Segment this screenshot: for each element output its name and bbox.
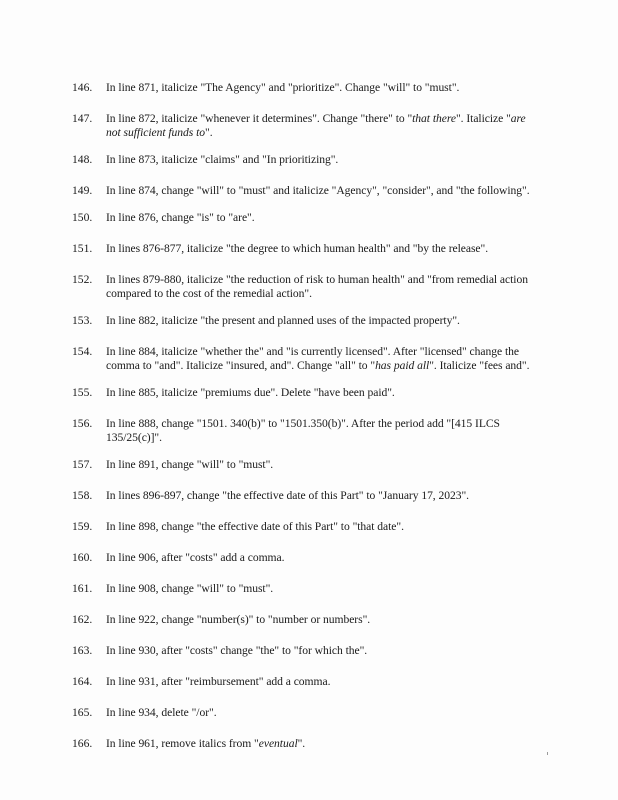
text-segment: In line 876, change "is" to "are". [106, 211, 255, 224]
list-item [72, 314, 542, 328]
item-text [106, 737, 542, 751]
text-segment: In line 922, change "number(s)" to "number or numbers". [106, 613, 371, 626]
item-number: 158. [72, 489, 93, 502]
italic-text: has paid all [375, 359, 430, 372]
item-number: 153. [72, 314, 93, 327]
item-number: 155. [72, 386, 93, 399]
list-item [72, 153, 542, 167]
text-segment: In line 872, italicize "whenever it determines". Change "there" to " [106, 112, 413, 125]
item-text [106, 613, 542, 627]
scan-mark [547, 752, 548, 755]
item-number: 161. [72, 582, 93, 595]
item-number: 156. [72, 417, 93, 430]
text-segment: In line 884, italicize "whether the" and "is currently licensed". After "licensed" change the comma to "and". Italicize "insured, and". Change "all" to " [106, 345, 519, 372]
list-item [72, 81, 542, 95]
text-segment: In line 898, change "the effective date of this Part" to "that date". [106, 520, 404, 533]
item-text [106, 81, 542, 95]
text-segment: In line 874, change "will" to "must" and italicize "Agency", "consider", and "the following". [106, 184, 530, 197]
text-segment: In lines 879-880, italicize "the reduction of risk to human health" and "from remedial action compared to the cost of the remedial action". [106, 273, 528, 300]
text-segment: ". Italicize "fees and". [429, 359, 530, 372]
item-text [106, 551, 542, 565]
item-number: 150. [72, 211, 93, 224]
item-text [106, 706, 542, 720]
list-item [72, 112, 542, 140]
item-number: 165. [72, 706, 93, 719]
list-item [72, 613, 542, 627]
item-text [106, 314, 542, 328]
text-segment: In line 906, after "costs" add a comma. [106, 551, 285, 564]
text-segment: In line 891, change "will" to "must". [106, 458, 274, 471]
item-text [106, 242, 542, 256]
text-segment: In lines 876-877, italicize "the degree to which human health" and "by the release". [106, 242, 489, 255]
text-segment: In line 882, italicize "the present and planned uses of the impacted property". [106, 314, 460, 327]
text-segment: ". [205, 126, 213, 139]
text-segment: In line 931, after "reimbursement" add a comma. [106, 675, 331, 688]
text-segment: In line 934, delete "/or". [106, 706, 217, 719]
item-text [106, 211, 542, 225]
item-text [106, 153, 542, 167]
text-segment: In line 885, italicize "premiums due". Delete "have been paid". [106, 386, 395, 399]
list-item [72, 675, 542, 689]
text-segment: In line 908, change "will" to "must". [106, 582, 274, 595]
item-text [106, 345, 542, 373]
item-text [106, 582, 542, 596]
list-item [72, 520, 542, 534]
item-text [106, 489, 542, 503]
italic-text: that there [412, 112, 456, 125]
list-item [72, 273, 542, 301]
item-number: 146. [72, 81, 93, 94]
list-item [72, 211, 542, 225]
item-number: 164. [72, 675, 93, 688]
list-item [72, 489, 542, 503]
list-item [72, 737, 542, 751]
item-number: 157. [72, 458, 93, 471]
text-segment: In line 888, change "1501. 340(b)" to "1501.350(b)". After the period add "[415 ILCS 135/25(c)]". [106, 417, 500, 444]
item-text [106, 458, 542, 472]
item-text [106, 112, 542, 140]
list-item [72, 644, 542, 658]
text-segment: In line 873, italicize "claims" and "In prioritizing". [106, 153, 339, 166]
item-number: 154. [72, 345, 93, 358]
item-text [106, 417, 542, 445]
list-item [72, 345, 542, 373]
text-segment: In line 961, remove italics from " [106, 737, 259, 750]
item-text [106, 184, 542, 198]
item-number: 166. [72, 737, 93, 750]
list-item [72, 551, 542, 565]
item-number: 149. [72, 184, 93, 197]
list-item [72, 582, 542, 596]
list-item [72, 386, 542, 400]
list-item [72, 458, 542, 472]
item-number: 152. [72, 273, 93, 286]
item-number: 147. [72, 112, 93, 125]
item-number: 160. [72, 551, 93, 564]
italic-text: eventual [258, 737, 298, 750]
item-number: 148. [72, 153, 93, 166]
list-item [72, 184, 542, 198]
text-segment: ". [297, 737, 306, 750]
text-segment: In lines 896-897, change "the effective date of this Part" to "January 17, 2023". [106, 489, 470, 502]
item-text [106, 644, 542, 658]
list-item [72, 417, 542, 445]
item-number: 162. [72, 613, 93, 626]
item-number: 159. [72, 520, 93, 533]
text-segment: In line 930, after "costs" change "the" to "for which the". [106, 644, 368, 657]
item-number: 163. [72, 644, 93, 657]
item-text [106, 675, 542, 689]
list-item [72, 242, 542, 256]
amendment-list [72, 81, 542, 768]
item-number: 151. [72, 242, 93, 255]
item-text [106, 273, 542, 301]
italic-text: are not sufficient funds to [106, 112, 526, 139]
text-segment: ". Italicize " [455, 112, 511, 125]
text-segment: In line 871, italicize "The Agency" and "prioritize". Change "will" to "must". [106, 81, 460, 94]
item-text [106, 386, 542, 400]
list-item [72, 706, 542, 720]
item-text [106, 520, 542, 534]
